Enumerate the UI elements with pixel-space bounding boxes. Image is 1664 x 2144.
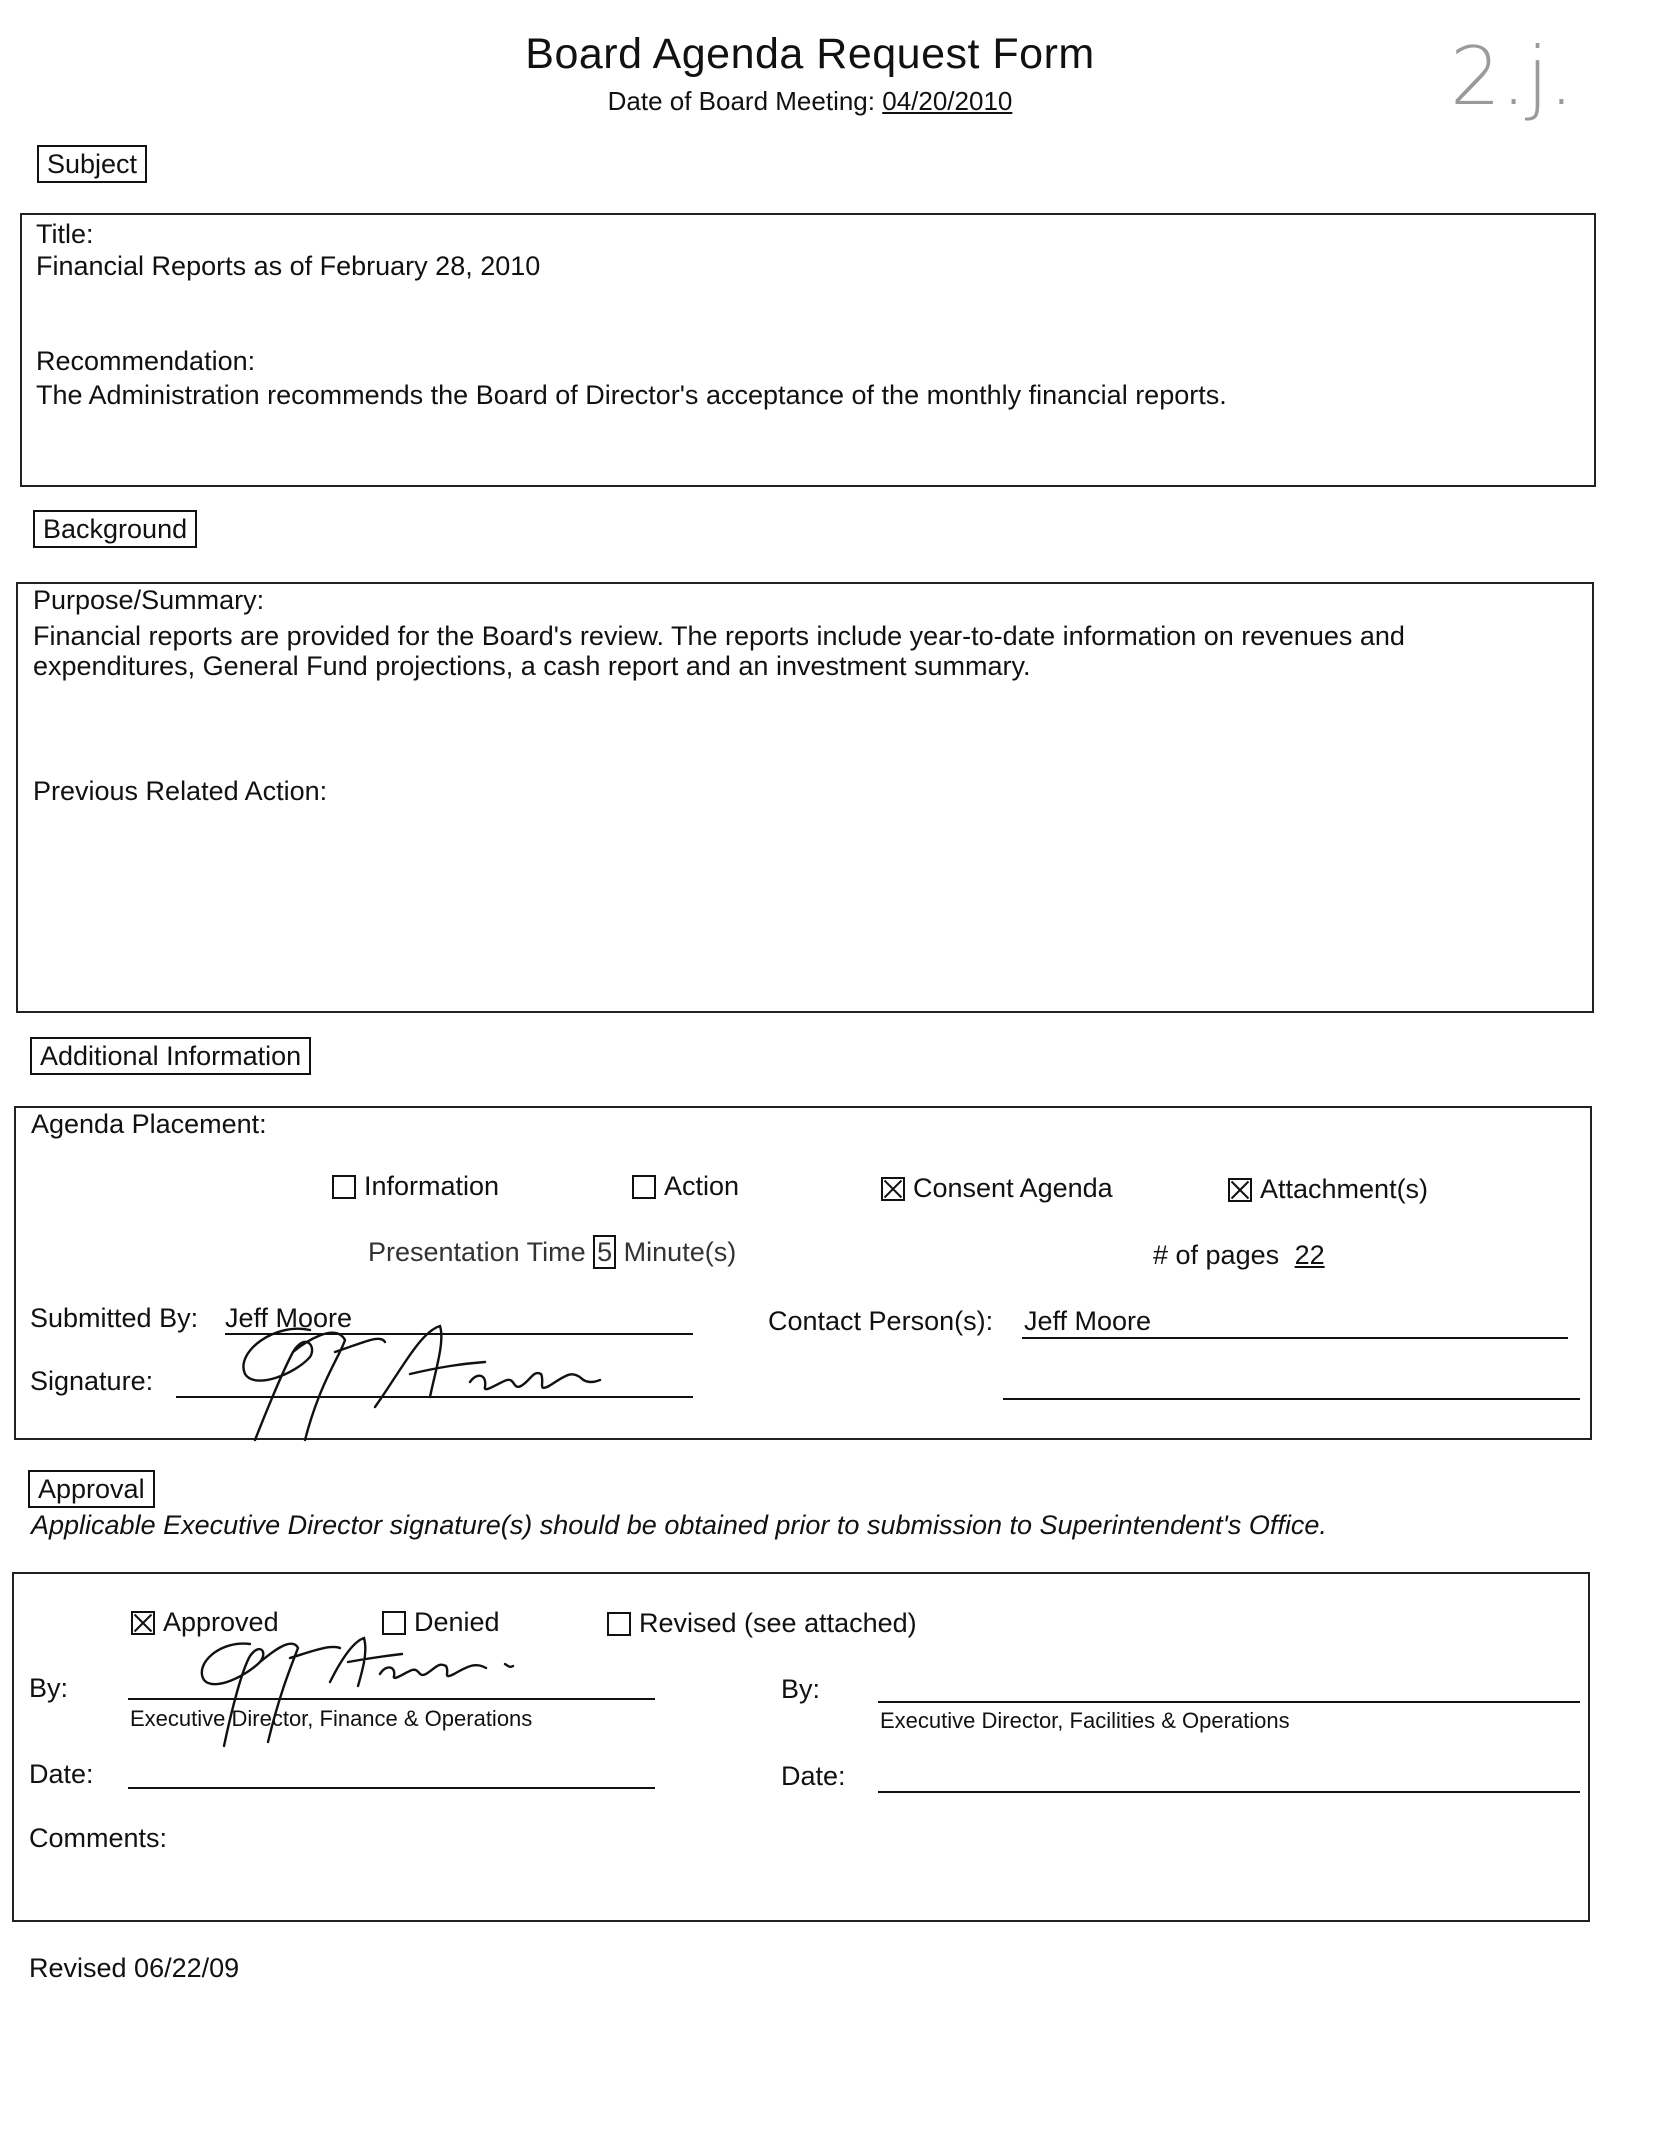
comments-label: Comments: bbox=[29, 1823, 168, 1853]
page-count bbox=[1153, 1239, 1325, 1271]
background-section-label: Background bbox=[33, 510, 197, 548]
page-count-label: # of pages bbox=[1153, 1240, 1280, 1270]
form-title: Board Agenda Request Form bbox=[525, 30, 1095, 78]
submitted-by-label: Submitted By: bbox=[30, 1303, 199, 1333]
purpose-label: Purpose/Summary: bbox=[33, 585, 265, 615]
approval-date-left-line[interactable] bbox=[128, 1787, 655, 1789]
approval-left-title: Executive Director, Finance & Operations bbox=[130, 1706, 533, 1731]
meeting-date-line bbox=[0, 86, 1620, 117]
consent-agenda-label: Consent Agenda bbox=[913, 1173, 1113, 1203]
information-label: Information bbox=[364, 1171, 500, 1201]
attachments-label: Attachment(s) bbox=[1260, 1174, 1429, 1204]
option-attachments[interactable] bbox=[1228, 1173, 1428, 1205]
approver-signature bbox=[180, 1622, 540, 1752]
approval-by-right-label: By: bbox=[781, 1674, 821, 1704]
approved-label: Approved bbox=[163, 1607, 279, 1637]
additional-section-label: Additional Information bbox=[30, 1037, 311, 1075]
contact-signature-line bbox=[1003, 1398, 1580, 1400]
option-information[interactable] bbox=[332, 1170, 499, 1202]
title-value: Financial Reports as of February 28, 2010 bbox=[36, 251, 541, 281]
revised-label: Revised (see attached) bbox=[639, 1608, 917, 1638]
recommendation-value: The Administration recommends the Board of Director's acceptance of the monthly financial reports. bbox=[36, 380, 1227, 410]
approval-note: Applicable Executive Director signature(s) should be obtained prior to submission to Superintendent's Office. bbox=[31, 1510, 1327, 1540]
option-action[interactable] bbox=[632, 1170, 739, 1202]
submitted-by-value[interactable]: Jeff Moore bbox=[225, 1303, 353, 1333]
revised-date: Revised 06/22/09 bbox=[29, 1953, 240, 1983]
option-consent-agenda[interactable] bbox=[881, 1172, 1113, 1204]
signature-label: Signature: bbox=[30, 1366, 154, 1396]
denied-label: Denied bbox=[414, 1607, 500, 1637]
attachments-checkbox[interactable] bbox=[1228, 1178, 1252, 1202]
purpose-line-1: Financial reports are provided for the Board's review. The reports include year-to-date information on revenues and bbox=[33, 621, 1405, 651]
presentation-time-unit: Minute(s) bbox=[623, 1237, 737, 1267]
revised-checkbox[interactable] bbox=[607, 1612, 631, 1636]
contact-person-line bbox=[1022, 1337, 1568, 1339]
action-checkbox[interactable] bbox=[632, 1175, 656, 1199]
meeting-date-value: 04/20/2010 bbox=[882, 86, 1013, 116]
approved-checkbox[interactable] bbox=[131, 1611, 155, 1635]
consent-agenda-checkbox[interactable] bbox=[881, 1177, 905, 1201]
approval-right-title: Executive Director, Facilities & Operations bbox=[880, 1708, 1290, 1733]
approval-date-right-label: Date: bbox=[781, 1761, 846, 1791]
presentation-time-value[interactable]: 5 bbox=[593, 1235, 616, 1269]
agenda-placement-label: Agenda Placement: bbox=[31, 1109, 267, 1139]
subject-section-label: Subject bbox=[37, 145, 147, 183]
contact-person-label: Contact Person(s): bbox=[768, 1306, 994, 1336]
approval-by-left-label: By: bbox=[29, 1673, 69, 1703]
previous-action-label: Previous Related Action: bbox=[33, 776, 328, 806]
approval-date-right-line[interactable] bbox=[878, 1791, 1580, 1793]
approval-section-label: Approval bbox=[28, 1470, 155, 1508]
meeting-date-label: Date of Board Meeting: bbox=[607, 86, 875, 116]
action-label: Action bbox=[664, 1171, 740, 1201]
page-count-value: 22 bbox=[1294, 1240, 1325, 1270]
purpose-line-2: expenditures, General Fund projections, a cash report and an investment summary. bbox=[33, 651, 1031, 681]
approval-date-left-label: Date: bbox=[29, 1759, 94, 1789]
information-checkbox[interactable] bbox=[332, 1175, 356, 1199]
title-label: Title: bbox=[36, 219, 94, 249]
presentation-time-label: Presentation Time bbox=[368, 1237, 586, 1267]
page-marker: 2.j. bbox=[1450, 30, 1574, 123]
approval-by-right-line bbox=[878, 1701, 1580, 1703]
submitter-signature bbox=[215, 1312, 605, 1442]
recommendation-label: Recommendation: bbox=[36, 346, 256, 376]
presentation-time bbox=[368, 1236, 736, 1268]
option-revised[interactable] bbox=[607, 1607, 917, 1639]
contact-person-value[interactable]: Jeff Moore bbox=[1024, 1306, 1152, 1336]
